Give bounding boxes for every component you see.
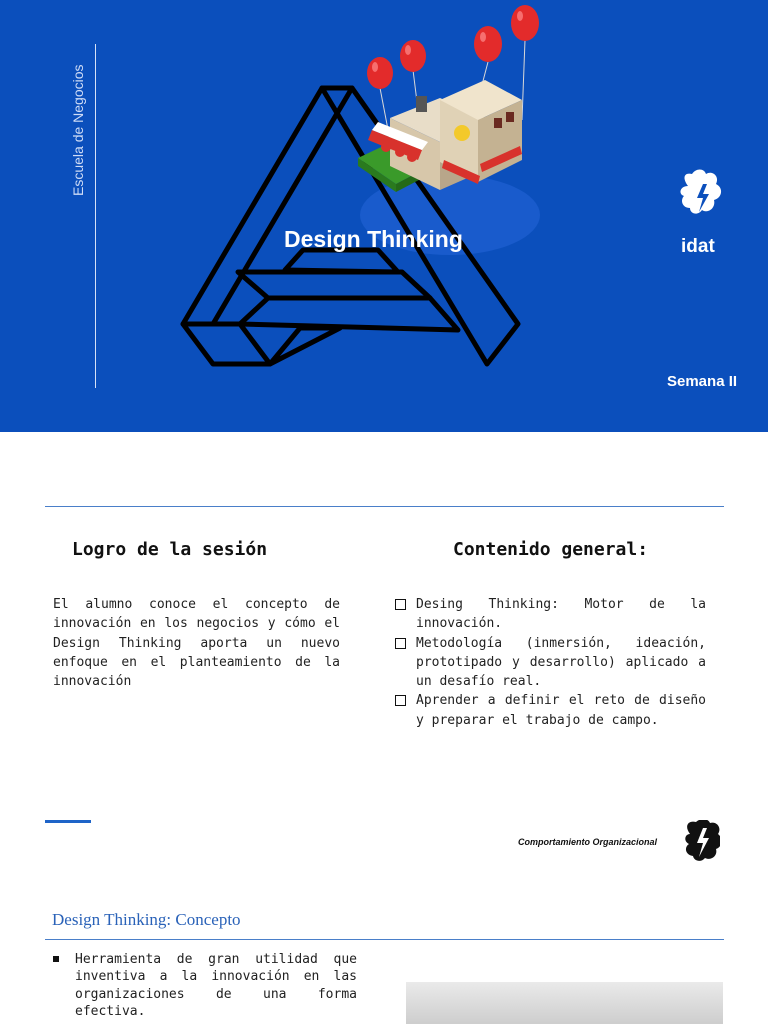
- brain-logo-icon: [681, 170, 722, 214]
- list-item-text: Metodología (inmersión, ideación, prototipado y desarrollo) aplicado a un desafío real.: [416, 635, 706, 690]
- course-name: Comportamiento Organizacional: [518, 837, 658, 847]
- concept-image: [406, 982, 723, 1024]
- checkbox-icon: [395, 638, 406, 649]
- list-item-text: Desing Thinking: Motor de la innovación.: [416, 597, 706, 632]
- checkbox-icon: [395, 599, 406, 610]
- square-bullet-icon: [53, 956, 59, 962]
- concept-bullet-text: Herramienta de gran utilidad que inventiva a la innovación en las organizaciones de una forma efectiva.: [75, 952, 357, 1019]
- balloon-icon: [367, 5, 539, 89]
- concept-slide: [0, 892, 768, 1024]
- accent-dash: [45, 820, 91, 823]
- cover-title: Design Thinking: [284, 226, 463, 252]
- list-item: [393, 691, 706, 730]
- checkbox-icon: [395, 695, 406, 706]
- logro-heading: Logro de la sesión: [72, 539, 268, 560]
- session-slide: [0, 432, 768, 892]
- impossible-a-illustration: [0, 0, 768, 432]
- top-rule: [45, 506, 724, 507]
- list-item-text: Aprender a definir el reto de diseño y preparar el trabajo de campo.: [416, 693, 706, 728]
- week-label: Semana II: [667, 373, 738, 390]
- logro-text: El alumno conoce el concepto de innovación en los negocios y cómo el Design Thinking aporta un nuevo enfoque en el planteamiento de la innovación: [53, 597, 340, 690]
- contenido-list: [393, 595, 706, 730]
- school-label: Escuela de Negocios: [70, 64, 86, 196]
- contenido-heading: Contenido general:: [453, 539, 649, 560]
- list-item: [393, 634, 706, 692]
- concept-rule: [45, 939, 724, 940]
- shop-illustration: [358, 80, 522, 192]
- cover-slide: [0, 0, 768, 432]
- concept-heading: Design Thinking: Concepto: [52, 910, 241, 929]
- list-item: [393, 595, 706, 634]
- brain-logo-icon: [684, 820, 720, 864]
- brand-name: idat: [681, 236, 715, 257]
- concept-bullet: [53, 951, 357, 1020]
